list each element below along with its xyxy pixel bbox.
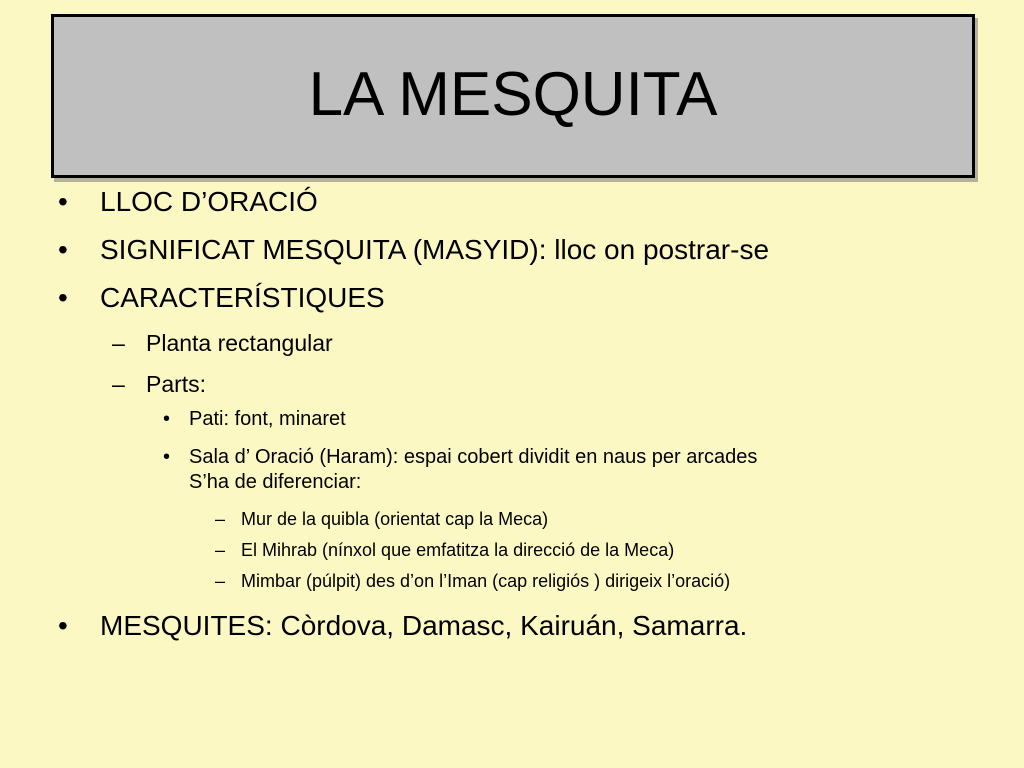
- bullet-text: LLOC D’ORACIÓ: [100, 186, 318, 217]
- dash-icon: –: [215, 571, 226, 591]
- bullet-item-significat: [58, 234, 769, 266]
- bullet-item-lloc: [58, 186, 318, 218]
- continuation-text: S’ha de diferenciar:: [189, 471, 362, 493]
- slide-title: LA MESQUITA: [308, 59, 718, 129]
- bullet-text: MESQUITES: Còrdova, Damasc, Kairuán, Samarra.: [100, 610, 748, 641]
- detail-item-text: Mimbar (púlpit) des d’on l’Iman (cap religiós ) dirigeix l’oració): [241, 571, 731, 591]
- bullet-item-caracteristiques: [58, 282, 385, 314]
- bullet-icon: •: [58, 234, 68, 265]
- sub-sub-item-sala: [163, 446, 757, 469]
- sub-sub-item-text: Sala d’ Oració (Haram): espai cobert dividit en naus per arcades: [189, 446, 758, 468]
- continuation-line: [189, 471, 361, 494]
- detail-item-text: El Mihrab (nínxol que emfatitza la direcció de la Meca): [241, 540, 675, 560]
- sub-sub-item-pati: [163, 408, 346, 431]
- dash-icon: –: [112, 371, 125, 397]
- bullet-icon: •: [58, 282, 68, 313]
- title-box: [51, 14, 975, 178]
- dash-icon: –: [215, 509, 226, 529]
- bullet-icon: •: [163, 408, 171, 430]
- bullet-text: CARACTERÍSTIQUES: [100, 282, 385, 313]
- bullet-icon: •: [163, 446, 171, 468]
- sub-item-planta: [112, 330, 333, 357]
- dash-icon: –: [215, 540, 226, 560]
- dash-icon: –: [112, 330, 125, 356]
- sub-item-text: Parts:: [146, 371, 207, 397]
- bullet-item-mesquites: [58, 610, 747, 642]
- sub-item-text: Planta rectangular: [146, 330, 333, 356]
- sub-sub-item-text: Pati: font, minaret: [189, 408, 346, 430]
- detail-item-mimbar: [215, 571, 730, 592]
- detail-item-mur: [215, 509, 548, 530]
- bullet-text: SIGNIFICAT MESQUITA (MASYID): lloc on postrar-se: [100, 234, 770, 265]
- detail-item-text: Mur de la quibla (orientat cap la Meca): [241, 509, 549, 529]
- sub-item-parts: [112, 371, 206, 398]
- bullet-icon: •: [58, 610, 68, 641]
- bullet-icon: •: [58, 186, 68, 217]
- detail-item-mihrab: [215, 540, 674, 561]
